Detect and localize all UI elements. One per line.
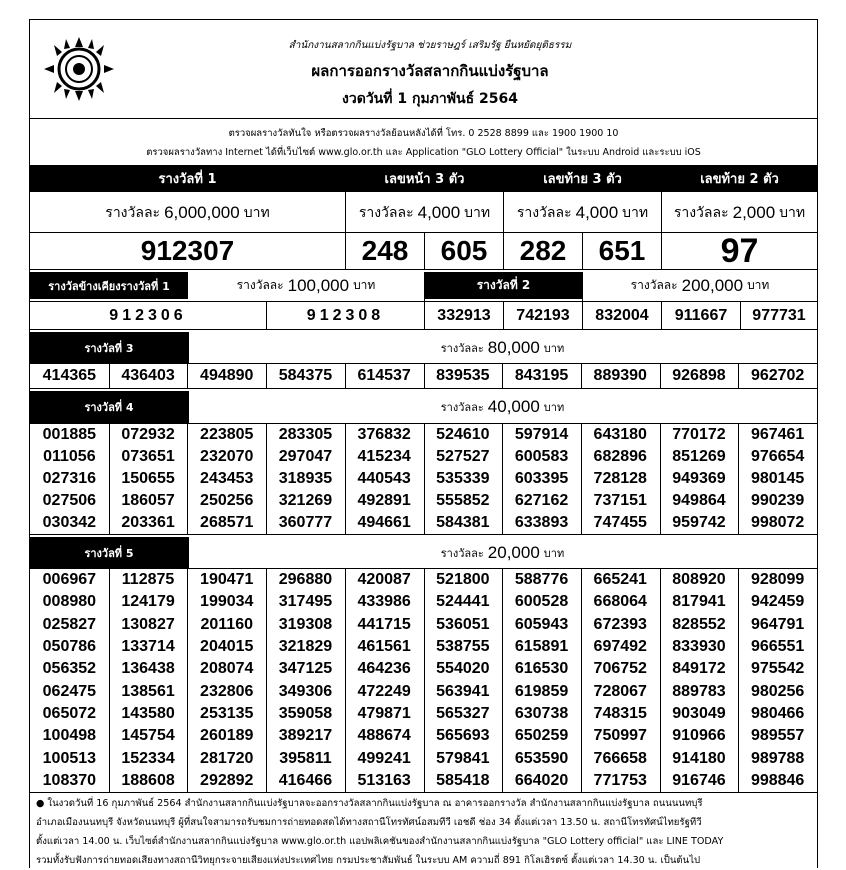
prize-number: 565327 [436, 704, 490, 722]
footer-line: ● ในงวดวันที่ 16 กุมภาพันธ์ 2564 สำนักงานสลากกินแบ่งรัฐบาลจะออกรางวัลสลากกินแบ่งรัฐบาล ณ อาคารออกรางวัล สำนักงานสลากกินแบ่งรัฐบาล ถนนนนทบุรี [36, 798, 703, 809]
prize-number: 942459 [750, 593, 805, 611]
prize-number: 851269 [672, 448, 726, 465]
prize-number: 605943 [514, 615, 569, 633]
prize-number: 472249 [357, 682, 411, 700]
prize-number: 223805 [200, 426, 254, 443]
prize-number: 152334 [121, 749, 175, 767]
prize-number: 808920 [672, 571, 726, 589]
third-prize-header: รางวัลที่ 3 [30, 332, 188, 363]
prize-number: 321829 [278, 638, 333, 656]
prize-number: 980145 [750, 470, 805, 487]
prize-number: 186057 [121, 492, 175, 509]
prize-number: 415234 [357, 448, 411, 465]
prize-number: 281720 [200, 749, 254, 767]
prize-number: 914180 [672, 749, 726, 767]
prize-number: 050786 [42, 638, 97, 656]
prize-number: 579841 [436, 749, 490, 767]
prize-number: 008980 [42, 593, 97, 611]
footer-note [36, 794, 812, 870]
prize-number: 633893 [514, 514, 569, 531]
prize-number: 650259 [514, 727, 569, 745]
prize-number: 349306 [278, 682, 333, 700]
prize-number: 488674 [357, 727, 411, 745]
prize-number: 203361 [121, 514, 175, 531]
prize-number: 250256 [200, 492, 254, 509]
prize-number: 600528 [514, 593, 569, 611]
prize-number: 112875 [121, 571, 175, 589]
prize-number: 494661 [357, 514, 411, 531]
prize-number: 492891 [357, 492, 411, 509]
footer-line: อำเภอเมืองนนทบุรี จังหวัดนนทบุรี ผู้ที่สนใจสามารถรับชมการถ่ายทอดสดได้ทางสถานีโทรทัศน์อสมทีวี เอชดี ช่อง 34 ตั้งแต่เวลา 13.50 น. สถานีโทรทัศน์ไทยรัฐทีวี [36, 817, 702, 828]
prize-number: 536051 [436, 615, 490, 633]
prize-number: 975542 [750, 660, 805, 678]
prize-number: 030342 [42, 514, 97, 531]
prize-number: 616530 [514, 660, 569, 678]
prize-number: 100513 [42, 749, 97, 767]
prize-number: 188608 [121, 771, 175, 789]
prize-number: 976654 [750, 448, 805, 465]
prize-number: 006967 [42, 571, 97, 589]
prize-number: 376832 [357, 426, 411, 443]
prize-number: 062475 [42, 682, 97, 700]
prize-number: 916746 [672, 771, 726, 789]
prize-number: 967461 [750, 426, 805, 443]
prize-number: 903049 [672, 704, 726, 722]
prize-number: 614537 [357, 367, 411, 384]
prize-number: 584375 [278, 367, 333, 384]
prize-number: 980466 [750, 704, 805, 722]
prize-number: 771753 [593, 771, 647, 789]
prize-number: 597914 [514, 426, 569, 443]
prize-number: 011056 [43, 448, 96, 465]
prize-number: 283305 [278, 426, 333, 443]
prize-number: 232806 [200, 682, 254, 700]
prize-number: 025827 [42, 615, 97, 633]
prize-number: 747455 [593, 514, 647, 531]
prize-number: 584381 [436, 514, 490, 531]
footer-line: ตั้งแต่เวลา 14.00 น. เว็บไซต์สำนักงานสลากกินแบ่งรัฐบาล www.glo.or.th แอปพลิเคชันของสำนักงานสลากกินแบ่งรัฐบาล "GLO Lottery official" และ LINE TODAY [36, 836, 724, 847]
prize-number: 318935 [278, 470, 333, 487]
prize-number: 260189 [200, 727, 254, 745]
prize-number: 849172 [672, 660, 726, 678]
prize-number: 389217 [278, 727, 333, 745]
prize-number: 600583 [514, 448, 569, 465]
prize-number: 499241 [357, 749, 411, 767]
prize-number: 065072 [42, 704, 97, 722]
prize-number: 627162 [514, 492, 569, 509]
prize-number: 949369 [672, 470, 726, 487]
prize-number: 980256 [750, 682, 805, 700]
prize-number: 833930 [672, 638, 726, 656]
second-prize-number: 742193 [516, 306, 570, 324]
prize-number: 494890 [200, 367, 254, 384]
prize-number: 461561 [357, 638, 411, 656]
prize-number: 706752 [593, 660, 647, 678]
back-two-number: 97 [720, 231, 759, 270]
prize-number: 664020 [514, 771, 569, 789]
near-first-number: 912306 [109, 306, 187, 324]
prize-number: 770172 [672, 426, 726, 443]
prize-number: 199034 [200, 593, 254, 611]
prize-number: 513163 [357, 771, 411, 789]
prize-number: 479871 [357, 704, 411, 722]
prize-number: 737151 [593, 492, 647, 509]
prize-number: 964791 [750, 615, 805, 633]
prize-number: 072932 [121, 426, 175, 443]
prize-number: 962702 [750, 367, 805, 384]
prize-number: 928099 [750, 571, 805, 589]
page-title: ผลการออกรางวัลสลากกินแบ่งรัฐบาล [311, 62, 549, 80]
prize-number: 817941 [672, 593, 726, 611]
prize-number: 889783 [672, 682, 726, 700]
prize-number: 563941 [436, 682, 490, 700]
fifth-prize-amount: รางวัลละ 20,000 บาท [440, 542, 565, 562]
prize-number: 436403 [121, 367, 175, 384]
prize-number: 138561 [121, 682, 175, 700]
prize-number: 998846 [750, 771, 805, 789]
prize-number: 100498 [42, 727, 97, 745]
third-prize-amount: รางวัลละ 80,000 บาท [440, 337, 565, 357]
prize-number: 190471 [200, 571, 254, 589]
prize-number: 585418 [436, 771, 490, 789]
prize-number: 672393 [593, 615, 647, 633]
prize-number: 521800 [436, 571, 490, 589]
prize-number: 668064 [593, 593, 647, 611]
first-prize-amount: รางวัลละ 6,000,000 บาท [105, 203, 270, 222]
prize-number: 292892 [200, 771, 254, 789]
prize-number: 201160 [200, 615, 253, 633]
prize-number: 360777 [278, 514, 333, 531]
second-prize-amount: รางวัลละ 200,000 บาท [630, 275, 770, 295]
prize-number: 697492 [593, 638, 647, 656]
prize-number: 296880 [278, 571, 333, 589]
prize-number: 665241 [593, 571, 647, 589]
prize-number: 966551 [750, 638, 805, 656]
second-prize-number: 977731 [752, 306, 806, 324]
prize-number: 653590 [514, 749, 569, 767]
prize-number: 440543 [357, 470, 411, 487]
prize-number: 615891 [514, 638, 569, 656]
prize-number: 926898 [672, 367, 726, 384]
near-first-amount: รางวัลละ 100,000 บาท [236, 275, 376, 295]
front-three-number: 605 [440, 235, 488, 266]
prize-number: 949864 [672, 492, 726, 509]
prize-number: 748315 [593, 704, 647, 722]
prize-number: 910966 [672, 727, 726, 745]
prize-number: 027316 [42, 470, 97, 487]
prize-number: 990239 [750, 492, 805, 509]
prize-number: 027506 [42, 492, 97, 509]
prize-number: 603395 [514, 470, 569, 487]
prize-number: 204015 [200, 638, 254, 656]
prize-number: 565693 [436, 727, 490, 745]
prize-number: 124179 [121, 593, 175, 611]
prize-number: 989557 [750, 727, 805, 745]
draw-date: งวดวันที่ 1 กุมภาพันธ์ 2564 [342, 91, 518, 107]
prize-number: 321269 [278, 492, 333, 509]
prize-number: 133714 [121, 638, 175, 656]
prize-number: 889390 [593, 367, 647, 384]
front-three-number: 248 [361, 235, 409, 266]
prize-number: 959742 [672, 514, 726, 531]
prize-number: 766658 [593, 749, 647, 767]
prize-number: 555852 [436, 492, 490, 509]
second-prize-number: 832004 [595, 306, 649, 324]
second-prize-number: 911667 [674, 306, 728, 324]
prize-number: 416466 [278, 771, 333, 789]
front-three-amount: รางวัลละ 4,000 บาท [358, 203, 491, 222]
back-three-header: เลขท้าย 3 ตัว [504, 165, 661, 192]
prize-number: 297047 [278, 448, 333, 465]
prize-number: 317495 [278, 593, 333, 611]
near-first-header: รางวัลข้างเคียงรางวัลที่ 1 [30, 272, 188, 299]
first-prize-header: รางวัลที่ 1 [30, 165, 345, 192]
glo-emblem-icon [40, 35, 118, 103]
prize-number: 535339 [436, 470, 490, 487]
prize-number: 130827 [121, 615, 175, 633]
fourth-prize-header: รางวัลที่ 4 [30, 391, 188, 423]
prize-number: 073651 [121, 448, 175, 465]
prize-number: 208074 [200, 660, 254, 678]
prize-number: 630738 [514, 704, 569, 722]
back-two-header: เลขท้าย 2 ตัว [662, 165, 817, 192]
back-three-number: 651 [598, 235, 646, 266]
prize-number: 150655 [121, 470, 175, 487]
prize-number: 989788 [750, 749, 805, 767]
prize-number: 828552 [672, 615, 726, 633]
front-three-header: เลขหน้า 3 ตัว [346, 165, 503, 192]
prize-number: 843195 [514, 367, 569, 384]
prize-number: 268571 [200, 514, 254, 531]
prize-number: 588776 [514, 571, 569, 589]
prize-number: 395811 [279, 749, 332, 767]
prize-number: 001885 [42, 426, 97, 443]
prize-number: 441715 [357, 615, 411, 633]
near-first-number: 912308 [306, 306, 385, 324]
back-three-amount: รางวัลละ 4,000 บาท [516, 203, 649, 222]
prize-number: 347125 [278, 660, 333, 678]
prize-number: 108370 [42, 771, 97, 789]
prize-number: 145754 [121, 727, 175, 745]
prize-number: 414365 [42, 367, 97, 384]
check-info-web: ตรวจผลรางวัลทาง Internet ได้ที่เว็บไซต์ www.glo.or.th และ Application "GLO Lottery Official" ในระบบ Android และระบบ iOS [146, 147, 701, 158]
prize-number: 750997 [593, 727, 647, 745]
second-prize-header: รางวัลที่ 2 [425, 272, 582, 299]
prize-number: 243453 [200, 470, 254, 487]
prize-number: 253135 [200, 704, 254, 722]
prize-number: 619859 [514, 682, 569, 700]
lottery-results-sheet [29, 19, 818, 868]
prize-number: 232070 [200, 448, 254, 465]
prize-number: 527527 [436, 448, 490, 465]
prize-number: 359058 [278, 704, 333, 722]
prize-number: 420087 [357, 571, 411, 589]
prize-number: 136438 [121, 660, 175, 678]
footer-line: รวมทั้งรับฟังการถ่ายทอดเสียงทางสถานีวิทยุกระจายเสียงแห่งประเทศไทย กรมประชาสัมพันธ์ ในระบบ AM ความถี่ 891 กิโลเฮิรตซ์ ตั้งแต่เวลา 14.30 น. เป็นต้นไป [36, 855, 701, 866]
prize-number: 143580 [121, 704, 175, 722]
prize-number: 643180 [593, 426, 647, 443]
prize-number: 319308 [278, 615, 333, 633]
prize-number: 728128 [593, 470, 647, 487]
prize-number: 524610 [436, 426, 490, 443]
back-two-amount: รางวัลละ 2,000 บาท [673, 203, 806, 222]
back-three-number: 282 [519, 235, 567, 266]
prize-number: 056352 [42, 660, 97, 678]
header-motto: สำนักงานสลากกินแบ่งรัฐบาล ช่วยราษฎร์ เสริมรัฐ ยืนหยัดยุติธรรม [288, 40, 572, 51]
prize-number: 728067 [593, 682, 647, 700]
fifth-prize-header: รางวัลที่ 5 [30, 537, 188, 568]
check-info-phone: ตรวจผลรางวัลทันใจ หรือตรวจผลรางวัลย้อนหลังได้ที่ โทร. 0 2528 8899 และ 1900 1900 10 [228, 128, 619, 139]
prize-number: 524441 [436, 593, 490, 611]
prize-number: 839535 [436, 367, 490, 384]
second-prize-number: 332913 [437, 306, 491, 324]
prize-number: 682896 [593, 448, 647, 465]
prize-number: 433986 [357, 593, 411, 611]
prize-number: 464236 [357, 660, 411, 678]
fourth-prize-amount: รางวัลละ 40,000 บาท [440, 397, 565, 416]
prize-number: 554020 [436, 660, 490, 678]
first-prize-number: 912307 [140, 235, 235, 266]
prize-number: 538755 [436, 638, 490, 656]
prize-number: 998072 [750, 514, 805, 531]
